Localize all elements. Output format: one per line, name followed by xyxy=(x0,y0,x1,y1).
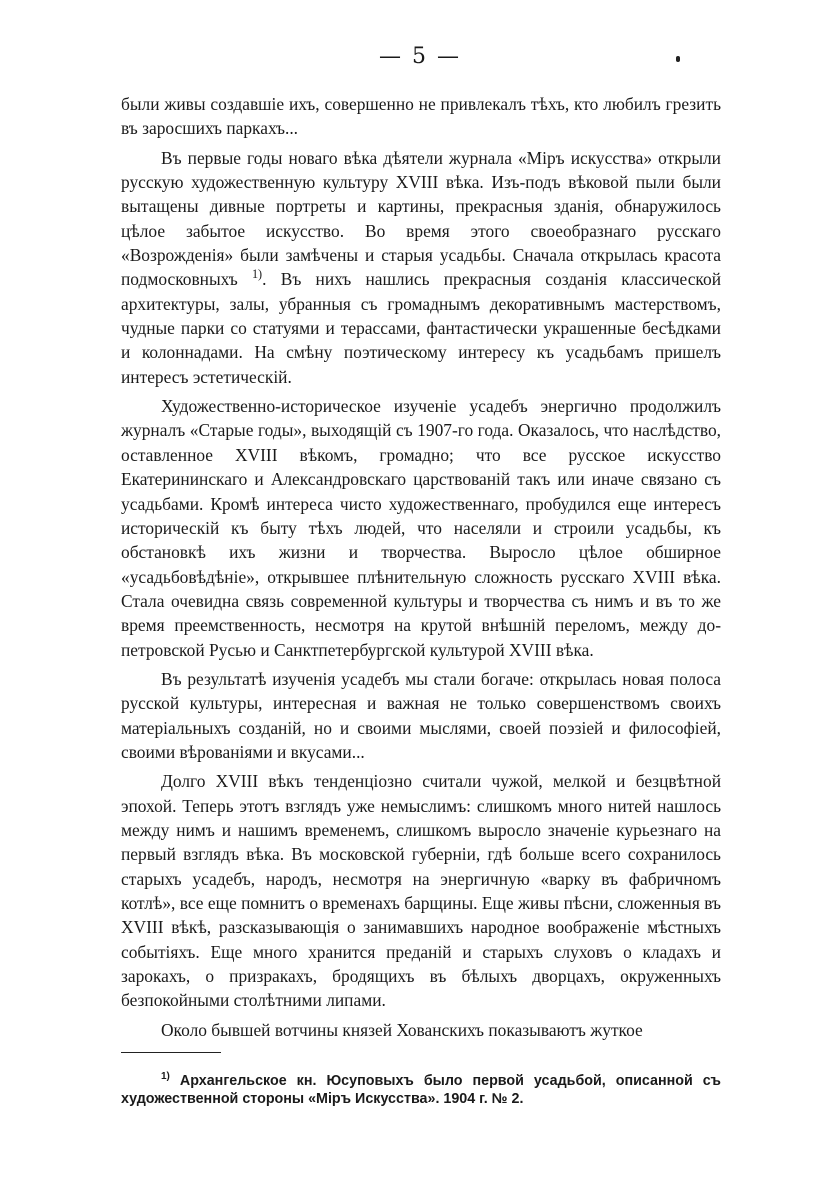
paragraph-6: Около бывшей вотчины князей Хованскихъ показываютъ жуткое xyxy=(161,1019,643,1040)
ink-mark xyxy=(676,56,680,62)
paragraph-3: Художественно-историческое изученіе усадебъ энергично продолжилъ журналъ «Старые годы», выходящій съ 1907-го года. Оказалось, что наслѣдство, оставленное XVIII вѣкомъ, громадно; что все русское искусство Екатерининскаго и Александровскаго царствованій такъ или иначе связано съ усадьбами. Кромѣ интереса чисто художественнаго, пробудился еще интересъ историческій къ быту тѣхъ людей, что населяли и строили усадьбы, къ обстановкѣ ихъ жизни и творчества. Выросло цѣлое обширное «усадьбовѣдѣніе», открывшее плѣнительную сложность русскаго XVIII вѣка. Стала очевидна связь современной культуры и творчества съ нимъ и въ то же время преемственность, несмотря на крутой внѣшній переломъ, между до-петровской Русью и Санктпетербургской культурой XVIII вѣка. xyxy=(121,396,721,660)
page-number: — 5 — xyxy=(379,44,461,69)
paragraph-2-continuation: Въ нихъ нашлись прекрасныя созданія классической архитектуры, залы, убранныя съ громаднымъ декоративнымъ мастерствомъ, чудные парки со статуями и терассами, фантастически украшенные бесѣдками и колоннадами. На смѣну поэтическому интересу къ усадьбамъ пришелъ интересъ эстетическій. xyxy=(121,269,722,387)
footnote xyxy=(121,1072,721,1108)
paragraph-2: Въ первые годы новаго вѣка дѣятели журнала «Міръ искусства» открыли русскую художественную культуру XVIII вѣка. Изъ-подъ вѣковой пыли были вытащены дивные портреты и картины, прекрасныя зданія, обнаружилось цѣлое забытое искусство. Во время этого своеобразнаго русскаго «Возрожденія» были замѣчены и старыя усадьбы. Сначала открылась красота подмосковныхъ $^{1)}$. Въ нихъ нашлись прекрасныя созданія классической архитектуры, залы, убранныя съ громаднымъ декоративнымъ мастерствомъ, чудные парки со статуями и терассами, фантастически украшенные бесѣдками и колоннадами. На смѣну поэтическому интересу къ усадьбамъ пришелъ интересъ эстетическій. xyxy=(121,147,722,387)
paragraph-4: Въ результатѣ изученія усадебъ мы стали богаче: открылась новая полоса русской культуры, интересная и важная не только совершенствомъ своихъ матеріальныхъ созданій, но и своими мыслями, своей поэзіей и философіей, своими вѣрованіями и вкусами... xyxy=(121,668,721,762)
footnote-reference[interactable]: 1) xyxy=(251,267,263,282)
paragraph-1: были живы создавшіе ихъ, совершенно не привлекалъ тѣхъ, кто любилъ грезить въ заросшихъ паркахъ... xyxy=(121,94,721,139)
paragraph-5: Долго XVIII вѣкъ тенденціозно считали чужой, мелкой и безцвѣтной эпохой. Теперь этотъ взглядъ уже немыслимъ: слишкомъ много нитей нашлось между нимъ и нашимъ временемъ, слишкомъ выросло значеніе курьезнаго на первый взглядъ вѣка. Въ московской губерніи, гдѣ больше всего сохранилось старыхъ усадебъ, народъ, несмотря на энергичную «варку въ фабричномъ котлѣ», все еще помнитъ о временахъ барщины. Еще живы пѣсни, сложенныя въ XVIII вѣкѣ, разсказывающія о занимавшихъ народное воображеніе мѣстныхъ событіяхъ. Еще много хранится преданій и старыхъ слуховъ о кладахъ и зарокахъ, о призракахъ, бродящихъ въ бѣлыхъ дворцахъ, окруженныхъ безпокойными столѣтними липами. xyxy=(121,771,721,1011)
footnote-marker: 1) xyxy=(161,1071,170,1083)
paragraph-2-text: Въ первые годы новаго вѣка дѣятели журнала «Міръ искусства» открыли русскую художественную культуру XVIII вѣка. Изъ-подъ вѣковой пыли были вытащены дивные портреты и картины, прекрасныя зданія, обнаружилось цѣлое забытое искусство. Во время этого своеобразнаго русскаго «Возрожденія» были замѣчены и старыя усадьбы. Сначала открылась красота подмосковныхъ xyxy=(121,147,721,290)
main-text xyxy=(121,92,721,1042)
footnote-text: Архангельское кн. Юсуповыхъ было первой усадьбой, описанной съ художественной стороны «Міръ Искусства». 1904 г. № 2. xyxy=(121,1073,721,1107)
footnote-divider xyxy=(121,1052,221,1053)
